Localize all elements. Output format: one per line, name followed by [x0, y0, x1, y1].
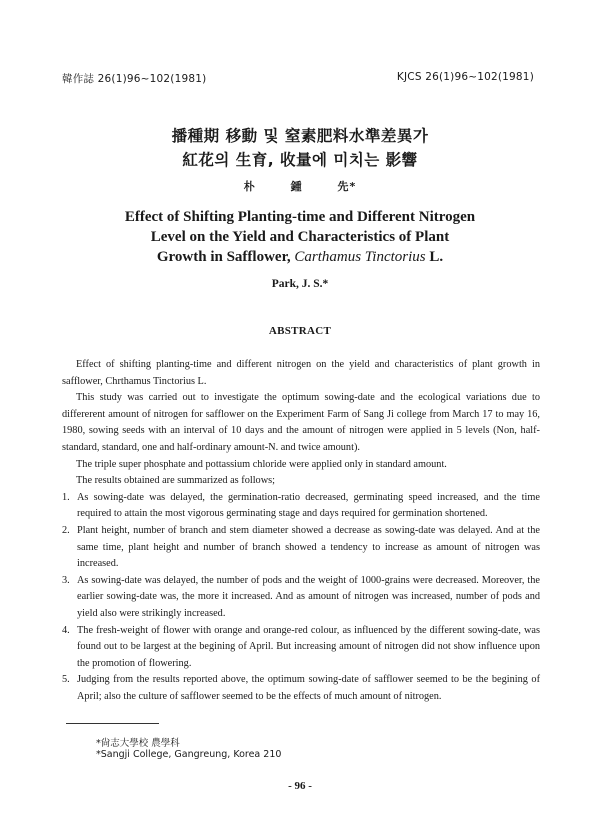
- page-number: - 96 -: [288, 780, 312, 792]
- abstract-paragraph-1: Effect of shifting planting-time and different nitrogen on the yield and characteristics of plant growth in safflower, Chrthamus Tinctorius L.: [62, 359, 540, 387]
- result-item-text: The fresh-weight of flower with orange and orange-red colour, as influenced by the different sowing-date, was found out to be largest at the begining of April. But increasing amount of nitrogen did not show influence upon the promotion of flowering.: [77, 624, 540, 669]
- footnote-divider: [66, 723, 159, 724]
- species-name: Carthamus Tinctorius: [294, 249, 426, 265]
- result-item-number: 4.: [62, 624, 70, 636]
- footnote-affiliation-english: *Sangji College, Gangreung, Korea 210: [96, 749, 282, 760]
- abstract-body: [62, 357, 540, 705]
- abstract-paragraph-4: The results obtained are summarized as follows;: [76, 475, 276, 487]
- footnote-affiliation-korean: *尙志大學校 農學科: [96, 738, 180, 749]
- english-title-line-3: [0, 248, 600, 267]
- journal-citation-english: KJCS 26(1)96~102(1981): [396, 71, 534, 83]
- result-item-text: As sowing-date was delayed, the number of pods and the weight of 1000-grains were decreased. Moreover, the earlier sowing-date was, the more it increased. And as amount of nitrogen was increased, number of pods and yield also were strikingly increased.: [77, 574, 540, 619]
- english-title-line-3-suffix: L.: [429, 249, 444, 265]
- result-item-number: 3.: [62, 574, 70, 586]
- result-item-number: 1.: [62, 491, 70, 503]
- result-item-number: 5.: [62, 674, 70, 686]
- korean-title-line-2: 紅花의 生育, 收量에 미치는 影響: [182, 151, 418, 169]
- result-item-2: [62, 523, 540, 573]
- abstract-paragraph-2: This study was carried out to investigate the optimum sowing-date and the ecological variations due to differerent amount of nitrogen for safflower on the Experiment Farm of Sang Ji college from March 17 to may 16, 1980, sowing seeds with an interval of 10 days and the amount of nitrogen were applied in 5 levels (Non, half-standard, standard, one and half-ordinary amount-N. and twice amount).: [62, 392, 540, 453]
- result-item-text: Plant height, number of branch and stem diameter showed a decrease as sowing-date was delayed. And at the same time, plant height and number of branch showed a tendency to increase as amount of nitrogen was increased.: [77, 524, 540, 570]
- result-item-5: [62, 672, 540, 705]
- english-author: Park, J. S.*: [271, 278, 329, 290]
- english-title-line-2: Level on the Yield and Characteristics of Plant: [150, 229, 450, 245]
- korean-title-line-1: 播種期 移動 및 窒素肥料水準差異가: [171, 127, 429, 145]
- result-item-3: [62, 573, 540, 623]
- english-title-line-1: Effect of Shifting Planting-time and Different Nitrogen: [124, 209, 476, 225]
- abstract-heading: ABSTRACT: [268, 325, 332, 337]
- journal-citation-korean: 韓作誌 26(1)96~102(1981): [62, 73, 207, 85]
- result-item-1: [62, 490, 540, 523]
- result-item-text: As sowing-date was delayed, the germination-ratio decreased, germinating speed increased, and the time required to attain the most vigorous germinating stage and days required for germination shortened.: [77, 491, 540, 520]
- abstract-paragraph-3: The triple super phosphate and pottassium chloride were applied only in standard amount.: [76, 458, 447, 470]
- english-title-line-3-prefix: Growth in Safflower,: [156, 249, 291, 265]
- result-item-text: Judging from the results reported above, the optimum sowing-date of safflower seemed to be the begining of April; also the culture of safflower seemed to be the effects of much amount of nitrogen.: [77, 674, 540, 702]
- result-item-number: 2.: [62, 524, 70, 536]
- korean-author: 朴 鍾 先*: [243, 180, 357, 193]
- result-item-4: [62, 623, 540, 673]
